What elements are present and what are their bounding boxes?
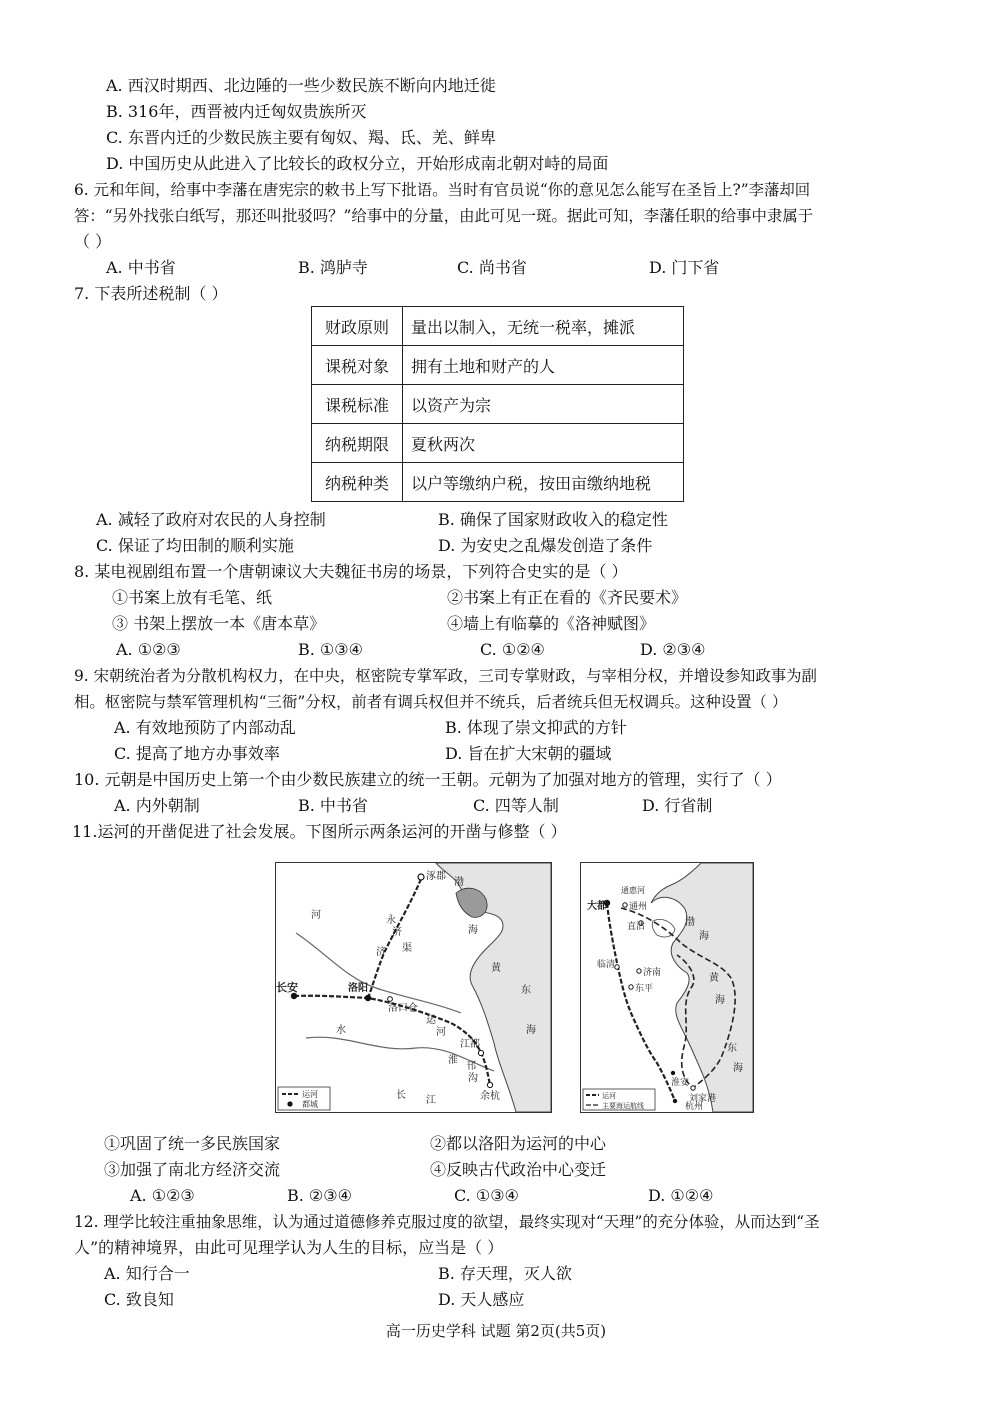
q10-option-d: D. 行省制 [642,796,713,815]
yuan-canal-map [580,862,754,1113]
map1-city: 江都 [460,1039,480,1050]
map1-label: 黄 [491,963,501,974]
map1-legend: 都城 [302,1100,318,1109]
map2-city: 大都 [587,901,607,912]
table-key: 财政原则 [312,307,403,346]
q11-option-d: D. ①②④ [648,1186,714,1205]
q9-option-b: B. 体现了崇文抑武的方针 [445,718,627,737]
map1-label: 永 [386,915,396,926]
q9-stem-line1: 9. 宋朝统治者为分散机构权力，在中央，枢密院专掌军政，三司专掌财政，与宰相分权，并增设参知政事为副 [74,667,817,685]
map2-label: 黄 [709,973,719,984]
q7-option-b: B. 确保了国家财政收入的稳定性 [438,510,668,529]
q12-option-b: B. 存天理，灭人欲 [438,1264,572,1283]
q5-option-b: B. 316年，西晋被内迁匈奴贵族所灭 [106,102,367,121]
q10-option-b: B. 中书省 [298,796,368,815]
map1-label: 渠 [402,943,412,954]
map1-label: 沟 [468,1073,478,1084]
q5-option-c: C. 东晋内迁的少数民族主要有匈奴、羯、氐、羌、鲜卑 [106,128,496,147]
map1-label: 长 [396,1090,406,1101]
q8-item-2: ②书案上有正在看的《齐民要术》 [447,588,688,607]
map2-city: 直沽 [627,922,646,932]
map1-city: 洛阳 [348,983,368,994]
q12-option-a: A. 知行合一 [104,1264,190,1283]
table-value: 以户等缴纳户税，按田亩缴纳地税 [403,463,684,502]
table-value: 量出以制入，无统一税率，摊派 [403,307,684,346]
table-row [312,307,684,346]
map1-city: 余杭 [480,1091,500,1102]
map1-label: 运 [426,1015,436,1026]
q8-item-3: ③ 书架上摆放一本《唐本草》 [112,614,326,633]
q8-stem: 8. 某电视剧组布置一个唐朝谏议大夫魏征书房的场景，下列符合史实的是（ ） [74,562,628,581]
table-row [312,424,684,463]
q8-item-4: ④墙上有临摹的《洛神赋图》 [447,614,656,633]
table-value: 以资产为宗 [403,385,684,424]
q6-stem-line3: （ ） [74,232,112,251]
map2-label: 海 [715,995,725,1006]
map1-label: 渤 [454,877,464,888]
table-key: 纳税种类 [312,463,403,502]
map1-label: 水 [336,1025,346,1036]
q11-item-1: ①巩固了统一多民族国家 [104,1134,281,1153]
q8-option-a: A. ①②③ [116,640,181,659]
q11-option-b: B. ②③④ [287,1186,352,1205]
q7-option-c: C. 保证了均田制的顺利实施 [96,536,294,555]
table-row [312,463,684,502]
map1-label: 江 [426,1095,436,1106]
sui-canal-map [275,862,552,1113]
map1-city: 长安 [276,981,298,994]
q11-stem: 11.运河的开凿促进了社会发展。下图所示两条运河的开凿与修整（ ） [72,822,567,841]
map1-label: 海 [526,1025,536,1036]
q10-stem: 10. 元朝是中国历史上第一个由少数民族建立的统一王朝。元朝为了加强对地方的管理，实行了（ ） [74,770,782,789]
q6-option-b: B. 鸿胪寺 [298,258,368,277]
page-footer: 高一历史学科 试题 第2页(共5页) [385,1322,607,1340]
map1-label: 济 [392,927,402,938]
map2-legend: 主要海运航线 [602,1102,644,1110]
q8-option-b: B. ①③④ [298,640,363,659]
map2-city: 刘家港 [689,1094,717,1104]
map2-label: 海 [733,1063,743,1074]
q6-option-d: D. 门下省 [649,258,720,277]
q5-option-d: D. 中国历史从此进入了比较长的政权分立，开始形成南北朝对峙的局面 [106,154,609,173]
q7-option-d: D. 为安史之乱爆发创造了条件 [438,536,653,555]
q11-item-4: ④反映古代政治中心变迁 [430,1160,607,1179]
q6-option-c: C. 尚书省 [457,258,527,277]
map2-label: 通惠河 [621,886,645,895]
table-row [312,346,684,385]
map2-city: 通州 [629,902,648,912]
q9-option-c: C. 提高了地方办事效率 [114,744,280,763]
table-key: 纳税期限 [312,424,403,463]
q8-option-c: C. ①②④ [480,640,545,659]
map2-label: 海 [699,931,709,942]
map2-city: 东平 [635,984,654,994]
q5-option-a: A. 西汉时期西、北边陲的一些少数民族不断向内地迁徙 [106,76,496,95]
q11-option-c: C. ①③④ [454,1186,519,1205]
q9-stem-line2: 相。枢密院与禁军管理机构“三衙”分权，前者有调兵权但并不统兵，后者统兵但无权调兵。这种设置（ ） [74,693,788,711]
map2-city: 淮安 [671,1078,690,1088]
q12-option-d: D. 天人感应 [438,1290,525,1309]
q10-option-a: A. 内外朝制 [114,796,200,815]
q11-item-3: ③加强了南北方经济交流 [104,1160,281,1179]
q6-stem-line2: 答：“另外找张白纸写，那还叫批驳吗？”给事中的分量，由此可见一斑。据此可知，李藩任职的给事中隶属于 [74,207,814,225]
q8-option-d: D. ②③④ [640,640,706,659]
q9-option-d: D. 旨在扩大宋朝的疆域 [445,744,612,763]
q11-option-a: A. ①②③ [130,1186,195,1205]
q12-option-c: C. 致良知 [104,1290,174,1309]
table-key: 课税标准 [312,385,403,424]
map1-label: 东 [521,985,531,996]
tax-table [311,306,684,502]
q12-stem-line2: 人”的精神境界，由此可见理学认为人生的目标，应当是（ ） [74,1238,504,1257]
q10-option-c: C. 四等人制 [473,796,559,815]
q8-item-1: ①书案上放有毛笔、纸 [112,588,273,607]
q12-stem-line1: 12. 理学比较注重抽象思维，认为通过道德修养克服过度的欲望，最终实现对“天理”的充分体验，从而达到“圣 [74,1213,820,1231]
map1-label: 淮 [448,1055,458,1066]
map2-city: 杭州 [685,1102,704,1112]
table-key: 课税对象 [312,346,403,385]
map2-legend: 运河 [602,1092,616,1100]
table-value: 夏秋两次 [403,424,684,463]
q7-option-a: A. 减轻了政府对农民的人身控制 [96,510,326,529]
map1-label: 河 [436,1027,446,1038]
map2-label: 渤 [685,917,695,928]
map2-city: 临清 [597,960,616,970]
q6-option-a: A. 中书省 [106,258,176,277]
table-row [312,385,684,424]
map1-label: 济 [376,947,386,958]
map1-label: 海 [468,925,478,936]
table-value: 拥有土地和财产的人 [403,346,684,385]
map2-label: 东 [727,1043,737,1054]
q6-stem-line1: 6. 元和年间，给事中李藩在唐宪宗的敕书上写下批语。当时有官员说“你的意见怎么能写在圣旨上?”李藩却回 [74,181,811,199]
map1-label: 邗 [466,1061,476,1072]
map1-city: 涿郡 [426,871,446,882]
map2-city: 济南 [643,968,662,978]
map1-label: 河 [311,910,321,921]
q9-option-a: A. 有效地预防了内部动乱 [114,718,296,737]
map1-legend: 运河 [302,1090,318,1099]
map1-city: 洛口仓 [388,1003,418,1014]
q7-stem: 7. 下表所述税制（ ） [74,284,228,303]
q11-item-2: ②都以洛阳为运河的中心 [430,1134,607,1153]
